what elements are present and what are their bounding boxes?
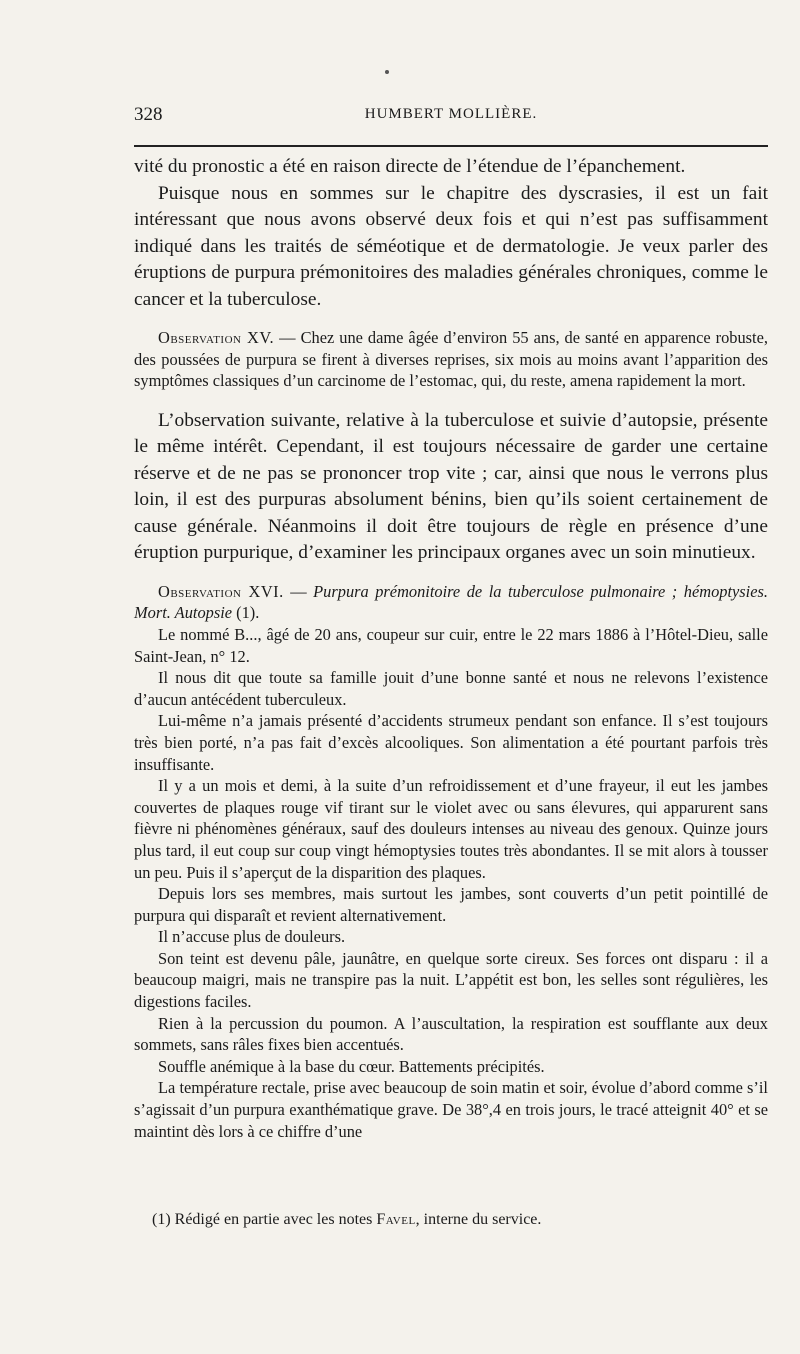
observation-15-text: — Chez une dame âgée d’environ 55 ans, de santé en apparence robuste, des poussées de purpura se firent à diverses reprises, six mois au moins avant l’apparition des symptômes classiques d’un carcinome de l’estomac, qui, du reste, amena rapidement la mort. <box>134 328 768 391</box>
case-paragraph-general-state: Son teint est devenu pâle, jaunâtre, en quelque sorte cireux. Ses forces ont disparu : il a beaucoup maigri, mais ne transpire pas la nuit. L’appétit est bon, les selles sont régulières, les digestions faciles. <box>134 948 768 1012</box>
footnote-text-after: , interne du service. <box>415 1211 542 1228</box>
footnote-marker: (1) <box>152 1211 171 1228</box>
case-paragraph-pain: Il n’accuse plus de douleurs. <box>158 927 346 947</box>
case-paragraph-temperature: La température rectale, prise avec beaucoup de soin matin et soir, évolue d’abord comme s’il s’agissait d’un purpura exanthématique grave. De 38°,4 en trois jours, le tracé atteignit 40° et se maintint dès lors à ce chiffre d’une <box>134 1078 768 1141</box>
paragraph-continuation: vité du pronostic a été en raison directe de l’étendue de l’épanchement. <box>134 156 686 177</box>
case-paragraph-auscultation: Rien à la percussion du poumon. A l’auscultation, la respiration est soufflante aux deux sommets, sans râles fixes bien accentués. <box>134 1013 768 1055</box>
footnote <box>152 1210 768 1230</box>
page-header <box>134 104 768 130</box>
body-text <box>134 154 768 1142</box>
paragraph-tuberculose: L’observation suivante, relative à la tuberculose et suivie d’autopsie, présente le même intérêt. Cependant, il est toujours nécessaire de garder une certaine réserve et de ne pas se prononcer trop vite ; car, ainsi que nous le verrons plus loin, il est des purpuras absolument bénins, bien qu’ils soient certainement de cause générale. Néanmoins il doit être toujours de règle en présence d’une éruption purpurique, d’examiner les principaux organes avec un soin minutieux. <box>134 409 768 564</box>
page-number: 328 <box>134 104 163 125</box>
observation-16-label: Observation XVI. <box>158 581 284 601</box>
observation-16-title: Purpura prémonitoire de la tuberculose pulmonaire ; hémoptysies. Mort. Autopsie <box>134 581 768 623</box>
observation-16-footnote-ref: (1). <box>232 603 260 623</box>
observation-15 <box>134 327 768 392</box>
footnote-name: Favel <box>376 1211 416 1228</box>
footnote-text-before: Rédigé en partie avec les notes <box>170 1211 377 1228</box>
case-paragraph-admission: Le nommé B..., âgé de 20 ans, coupeur sur cuir, entre le 22 mars 1886 à l’Hôtel-Dieu, salle Saint-Jean, n° 12. <box>134 624 768 666</box>
header-rule <box>134 145 768 147</box>
case-paragraph-history: Lui-même n’a jamais présenté d’accidents strumeux pendant son enfance. Il s’est toujours très bien porté, n’a pas fait d’excès alcooliques. Son alimentation a été pourtant parfois très insuffisante. <box>134 711 768 774</box>
case-paragraph-purpura: Depuis lors ses membres, mais surtout les jambes, sont couverts d’un petit pointillé de purpura qui disparaît et revient alternativement. <box>134 884 768 925</box>
observation-15-label: Observation XV. <box>158 328 275 347</box>
case-paragraph-heart: Souffle anémique à la base du cœur. Battements précipités. <box>158 1056 545 1076</box>
paragraph-dyscrasies: Puisque nous en sommes sur le chapitre des dyscrasies, il est un fait intéressant que nous avons observé deux fois et qui n’est pas suffisamment indiqué dans les traités de séméotique et de dermatologie. Je veux parler des éruptions de purpura prémonitoires des maladies générales chroniques, comme le cancer et la tuberculose. <box>134 182 768 310</box>
case-paragraph-family: Il nous dit que toute sa famille jouit d’une bonne santé et nous ne relevons l’existence d’aucun antécédent tuberculeux. <box>134 668 768 709</box>
running-title: HUMBERT MOLLIÈRE. <box>364 106 538 122</box>
case-paragraph-onset: Il y a un mois et demi, à la suite d’un refroidissement et d’une frayeur, il eut les jambes couvertes de plaques rouge vif tirant sur le violet avec ou sans élevures, qui apparurent sans fièvre ni phénomènes généraux, sauf des douleurs intenses au niveau des genoux. Quinze jours plus tard, il eut coup sur coup vingt hémoptysies toutes très abondantes. Il se mit alors à tousser un peu. Puis il s’aperçut de la disparition des plaques. <box>134 776 768 882</box>
print-speck <box>385 70 389 74</box>
observation-16-heading <box>134 581 768 624</box>
observation-16-separator: — <box>283 581 314 601</box>
